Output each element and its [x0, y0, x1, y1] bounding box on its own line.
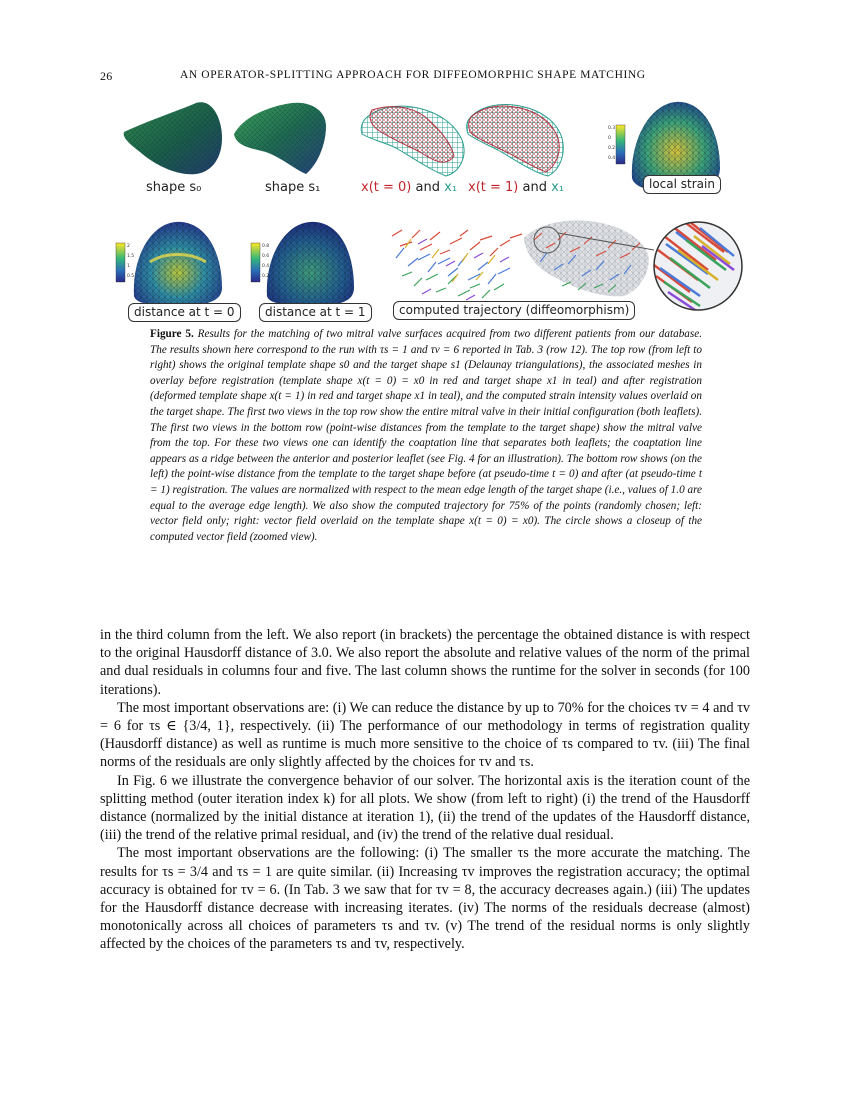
trajectory-vector-field-image [392, 230, 522, 300]
body-paragraph-4: The most important observations are the following: (i) The smaller τs the more accurate the matching. The results for τs = 3/4 and τs = 1 are quite similar. (ii) Increasing τv improves the registration accuracy; the optimal accuracy is obtained for τv = 6. (In Tab. 3 we saw that for τv = 8, the accuracy decreases again.) (iii) The updates for the Hausdorff distance decrease with increasing iterates. (iv) The norms of the residuals decrease (almost) monotonically across all choices of parameters τs and τv. (v) The trend of the residual norms is only slightly affected by the choices of the parameters τs and τv, respectively. [100, 845, 750, 953]
dist0-tick-0: 2 [127, 244, 130, 249]
body-paragraph-1: in the third column from the left. We also report (in brackets) the percentage the obtained distance is with respect to the original Hausdorff distance of 3.0. We also report the absolute and relative values of the norm of the primal and dual residuals in columns four and five. The last column shows the runtime for the solver in seconds (for 100 iterations). [100, 627, 750, 698]
trajectory-on-template-image [524, 221, 654, 297]
label-shape-s1: shape s₁ [265, 180, 321, 195]
dist1-tick-1: 0.6 [262, 254, 270, 259]
caption-label: Figure 5. [150, 328, 194, 340]
figure-caption [150, 327, 702, 545]
dist0-tick-3: 0.5 [127, 274, 135, 279]
overlay-after-image [467, 105, 564, 177]
strain-tick-2: 0.2 [608, 146, 616, 151]
label-shape-s0: shape s₀ [146, 180, 202, 195]
dist1-tick-2: 0.4 [262, 264, 270, 269]
dist1-colorbar-ticks [262, 242, 269, 282]
shape-s1-image [234, 103, 326, 174]
label-overlay-before [361, 180, 457, 195]
body-paragraph-2: The most important observations are: (i) We can reduce the distance by up to 70% for the choices τv = 4 and τv = 6 for τs ∈ {3/4, 1}, respectively. (ii) The performance of our methodology in terms of registration quality (Hausdorff distance) as well as runtime is much more sensitive to the choice of τs compared to τv. (iii) The final norms of the residuals are only slightly affected by the choices for τv and τs. [100, 699, 750, 771]
strain-colorbar-ticks [608, 124, 615, 164]
label-overlay-before-red: x(t = 0) [361, 180, 412, 195]
dist0-tick-2: 1 [127, 264, 130, 269]
label-overlay-after-and: and [522, 180, 547, 195]
strain-tick-3: 0.4 [608, 156, 616, 161]
dist1-tick-3: 0.2 [262, 274, 270, 279]
label-distance-t1: distance at t = 1 [259, 303, 372, 322]
overlay-before-image [361, 106, 464, 176]
strain-tick-0: 0.3 [608, 126, 616, 131]
label-trajectory: computed trajectory (diffeomorphism) [393, 301, 635, 320]
label-local-strain: local strain [643, 175, 721, 194]
label-overlay-before-teal: x₁ [444, 180, 458, 195]
running-title: AN OPERATOR-SPLITTING APPROACH FOR DIFFEOMORPHIC SHAPE MATCHING [180, 69, 646, 81]
page-number: 26 [100, 69, 113, 83]
body-paragraph-3: In Fig. 6 we illustrate the convergence behavior of our solver. The horizontal axis is the iteration count of the splitting method (outer iteration index k) for all plots. We show (from left to right) (i) the trend of the Hausdorff distance (normalized by the initial distance at iteration 1), (ii) the trend of the updates of the Hausdorff distance, (iii) the trend of the relative primal residual, and (iv) the trend of the relative dual residual. [100, 772, 750, 844]
strain-tick-1: 0 [608, 136, 611, 141]
dist0-tick-1: 1.5 [127, 254, 135, 259]
label-overlay-after [468, 180, 564, 195]
label-overlay-after-teal: x₁ [551, 180, 565, 195]
label-overlay-before-and: and [415, 180, 440, 195]
zoom-closeup-image [650, 220, 742, 312]
dist1-tick-0: 0.8 [262, 244, 270, 249]
shape-s0-image [124, 102, 222, 174]
caption-text: Results for the matching of two mitral valve surfaces acquired from two different patients from our database. The results shown here correspond to the run with τs = 1 and τv = 6 reported in Tab. 3 (row 12). The top row (from left to right) shows the original template shape s0 and the target shape s1 (Delaunay triangulations), the associated meshes in overlay before registration (template shape x(t = 0) = x0 in red and target shape x1 in teal) and after registration (deformed template shape x(t = 1) in red and target shape x1 in teal), and the computed strain intensity values overlaid on the target shape. The first two views in the top row show the entire mitral valve in their initial configuration (both leaflets). The first two views in the bottom row (point-wise distances from the template to the target shape) show the mitral valve from the top. For these two views one can identify the coaptation line that separates both leaflets; the coaptation line appears as a ridge between the anterior and posterior leaflet (see Fig. 4 for an illustration). The bottom row shows (on the left) the point-wise distance from the template to the target shape before (at pseudo-time t = 0) and after (at pseudo-time t = 1) registration. The values are normalized with respect to the mean edge length of the target shape (i.e., values of 1.0 are equal to the average edge length). We also show the computed trajectory for 75% of the points (randomly chosen; left: vector field only; right: vector field overlaid on the template shape x(t = 0) = x0). The circle shows a closeup of the computed vector field (zoomed view). [150, 328, 702, 543]
dist0-colorbar-ticks [127, 242, 134, 282]
label-overlay-after-red: x(t = 1) [468, 180, 519, 195]
label-distance-t0: distance at t = 0 [128, 303, 241, 322]
body-text [100, 626, 750, 954]
